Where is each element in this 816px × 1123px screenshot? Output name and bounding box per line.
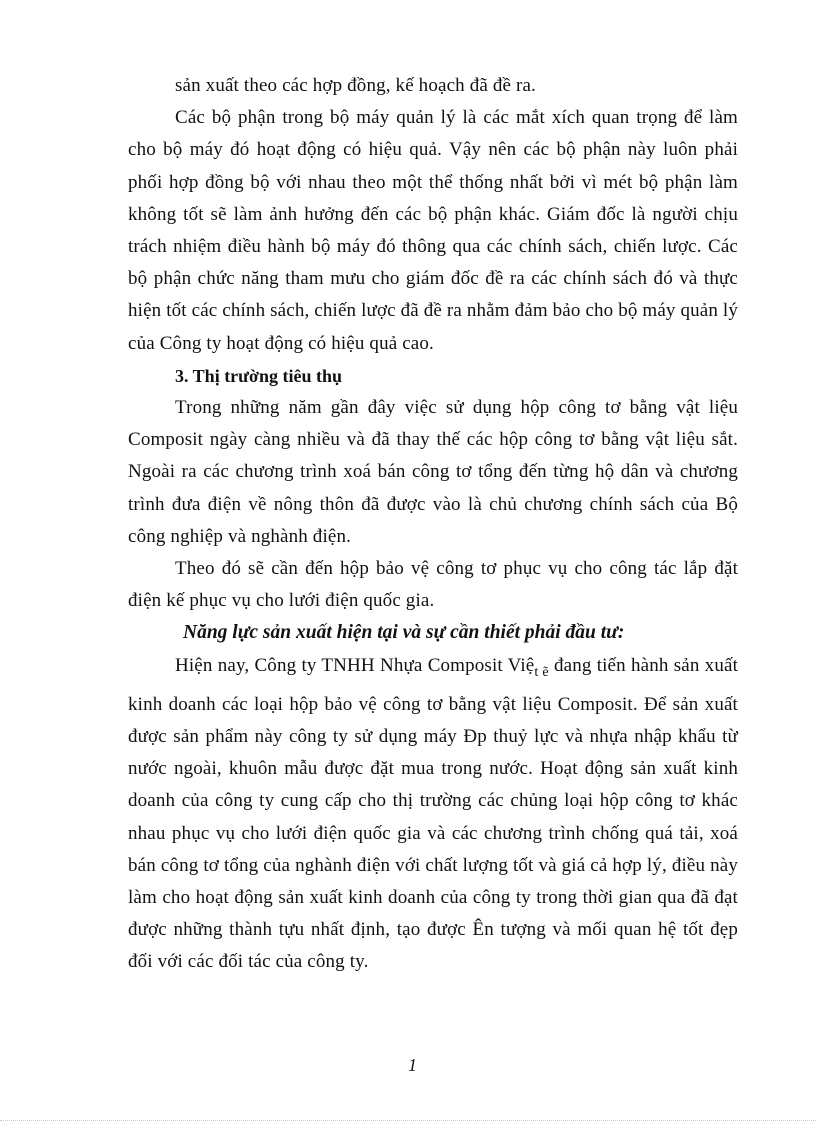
paragraph-current-capacity: [128, 650, 738, 979]
paragraph-current-capacity-start: Hiện nay, Công ty TNHH Nhựa Composit Việ: [175, 654, 535, 676]
subheading-capacity: Năng lực sản xuất hiện tại và sự cần thiết phải đầu tư:: [183, 622, 625, 644]
page-number: 1: [408, 1055, 417, 1075]
paragraph-continuation: sản xuất theo các hợp đồng, kế hoạch đã đề ra.: [175, 75, 536, 96]
paragraph-market-trend: Trong những năm gần đây việc sử dụng hộp công tơ bằng vật liệu Composit ngày càng nhiều và đã thay thế các hộp công tơ bằng vật liệu sắt. Ngoài ra các chương trình xoá bán công tơ tổng đến từng hộ dân và chương trình đưa điện về nông thôn đã được vào là chủ chương chính sách của Bộ công nghiệp và nghành điện.: [128, 397, 738, 547]
paragraph-demand: Theo đó sẽ cần đến hộp bảo vệ công tơ phục vụ cho công tác lắp đặt điện kế phục vụ cho lưới điện quốc gia.: [128, 558, 738, 612]
document-body: [128, 70, 738, 979]
section-heading-market: 3. Thị trường tiêu thụ: [175, 365, 342, 386]
paragraph-management-structure: Các bộ phận trong bộ máy quản lý là các mắt xích quan trọng để làm cho bộ máy đó hoạt động có hiệu quả. Vậy nên các bộ phận này luôn phải phối hợp đồng bộ với nhau theo một thể thống nhất bởi vì mét bộ phận làm không tốt sẽ làm ảnh hưởng đến các bộ phận khác. Giám đốc là người chịu trách nhiệm điều hành bộ máy đó thông qua các chính sách, chiến lược. Các bộ phận chức năng tham mưu cho giám đốc đề ra các chính sách đó và thực hiện tốt các chính sách, chiến lược đã đề ra nhằm đảm bảo cho bộ máy quản lý của Công ty hoạt động có hiệu quả cao.: [128, 107, 738, 354]
paragraph-current-capacity-rest: đang tiến hành sản xuất kinh doanh các loại hộp bảo vệ công tơ bằng vật liệu Composit. Để sản xuất được sản phẩm này công ty sử dụng máy Ðp thuỷ lực và nhựa nhập khẩu từ nước ngoài, khuôn mẫu được đặt mua trong nước. Hoạt động sản xuất kinh doanh của công ty cung cấp cho thị trường các chủng loại hộp công tơ khác nhau phục vụ cho lưới điện quốc gia và các chương trình chống quá tải, xoá bán công tơ tổng của nghành điện với chất lượng tốt và giá cả hợp lý, điều này làm cho hoạt động sản xuất kinh doanh của công ty trong thời gian qua đã đạt được những thành tựu nhất định, tạo được Ên tượng và mối quan hệ tốt đẹp đối với các đối tác của công ty.: [128, 654, 738, 973]
paragraph-current-capacity-subscript: t ẽ: [534, 664, 549, 680]
page-bottom-divider: [0, 1120, 816, 1121]
